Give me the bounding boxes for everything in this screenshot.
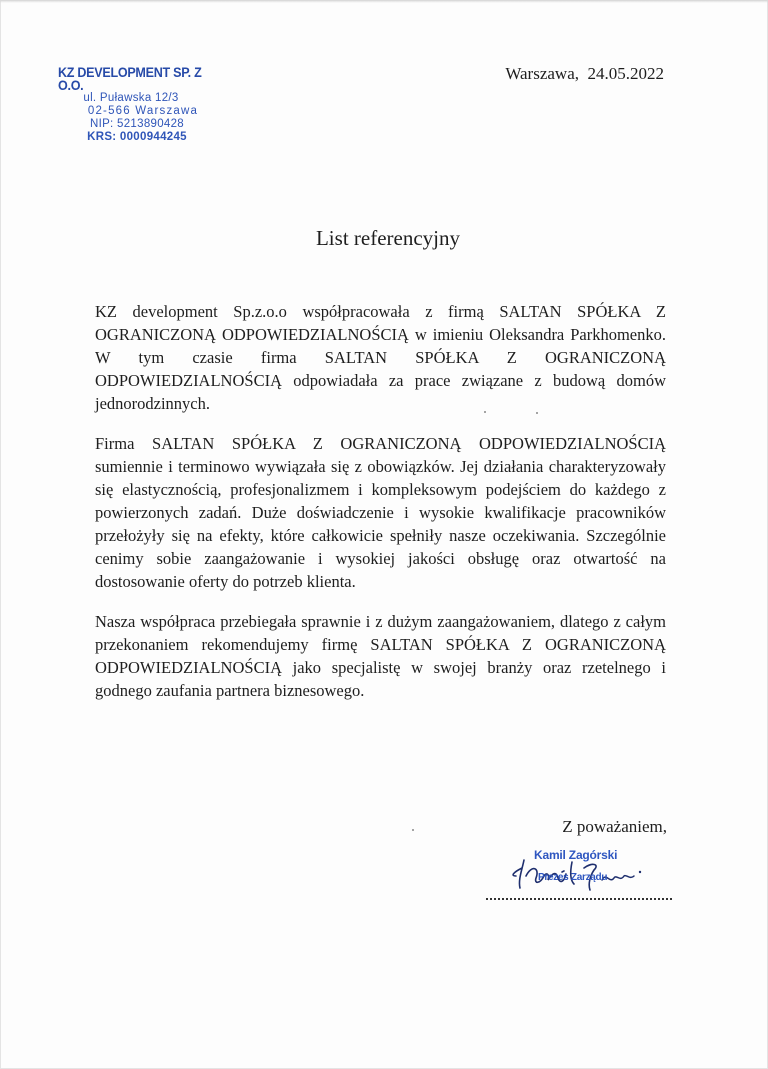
- stamp-nip: NIP: 5213890428: [89, 118, 185, 130]
- paragraph: Nasza współpraca przebiegała sprawnie i z dużym zaangażowaniem, dlatego z całym przekonaniem rekomendujemy firmę SALTAN SPÓŁKA Z OGRANICZONĄ ODPOWIEDZIALNOŚCIĄ jako specjalistę w swojej branży oraz rzetelnego i godnego zaufania partnera biznesowego.: [95, 612, 666, 700]
- signature-role-stamp: Prezes Zarządu: [538, 872, 608, 883]
- scan-edge: [0, 0, 768, 3]
- signature-dotted-line: [486, 898, 672, 900]
- scan-speck: [412, 829, 414, 831]
- stamp-company-name: KZ DEVELOPMENT SP. Z O.O.: [58, 65, 202, 93]
- signature-block: [486, 840, 672, 910]
- scan-speck: [536, 412, 538, 414]
- paragraph: KZ development Sp.z.o.o współpracowała z firmą SALTAN SPÓŁKA Z OGRANICZONĄ ODPOWIEDZIALNOŚCIĄ w imieniu Oleksandra Parkhomenko. W tym czasie firma SALTAN SPÓŁKA Z OGRANICZONĄ ODPOWIEDZIALNOŚCIĄ odpowiadała za prace związane z budową domów jednorodzinnych.: [95, 302, 666, 413]
- paragraph: Firma SALTAN SPÓŁKA Z OGRANICZONĄ ODPOWIEDZIALNOŚCIĄ sumiennie i terminowo wywiązała się z obowiązków. Jej działania charakteryzowały się elastycznością, profesjonalizmem i kompleksowym podejściem do każdego z powierzonych zadań. Duże doświadczenie i wysokie kwalifikacje pracowników przełożyły się na efekty, które całkowicie spełniły nasze oczekiwania. Szczególnie cenimy sobie zaangażowanie i wysokiej jakości obsługę oraz otwartość na dostosowanie oferty do potrzeb klienta.: [95, 434, 666, 591]
- letter-body: [95, 300, 666, 719]
- scan-speck: [484, 411, 486, 413]
- signature-name-stamp: Kamil Zagórski: [534, 848, 618, 862]
- stamp-address: ul. Puławska 12/3: [83, 92, 179, 104]
- closing-line: Z poważaniem,: [562, 817, 667, 836]
- stamp-krs: KRS: 0000944245: [87, 131, 187, 143]
- date-line: Warszawa, 24.05.2022: [505, 64, 664, 83]
- letter-title: List referencyjny: [315, 226, 461, 250]
- stamp-city: 02-566 Warszawa: [87, 105, 199, 117]
- company-stamp: [58, 66, 238, 144]
